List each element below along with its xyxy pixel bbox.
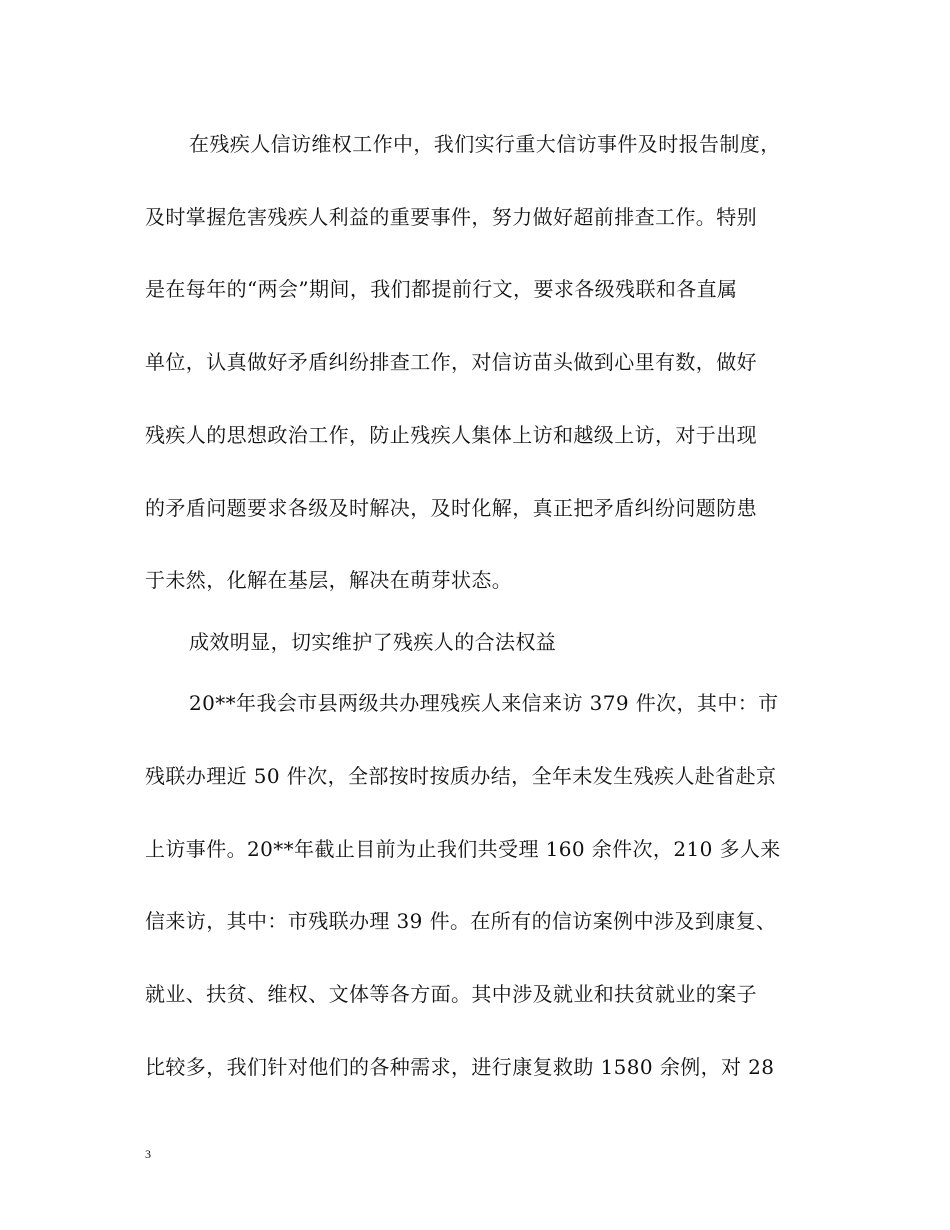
paragraph-line: 及时掌握危害残疾人利益的重要事件，努力做好超前排查工作。特别	[145, 205, 757, 229]
paragraph-line: 的矛盾问题要求各级及时解决，及时化解，真正把矛盾纠纷问题防患	[145, 496, 757, 520]
paragraph-line: 残疾人的思想政治工作，防止残疾人集体上访和越级上访，对于出现	[145, 423, 757, 447]
paragraph-line: 残联办理近 50 件次，全部按时按质办结，全年未发生残疾人赴省赴京	[145, 764, 777, 788]
paragraph-line: 20**年我会市县两级共办理残疾人来信来访 379 件次，其中：市	[189, 691, 779, 715]
paragraph-line: 就业、扶贫、维权、文体等各方面。其中涉及就业和扶贫就业的案子	[145, 982, 757, 1006]
paragraph-line: 是在每年的“两会”期间，我们都提前行文，要求各级残联和各直属	[145, 277, 738, 301]
paragraph-line: 信来访，其中：市残联办理 39 件。在所有的信访案例中涉及到康复、	[145, 909, 777, 933]
paragraph-line: 比较多，我们针对他们的各种需求，进行康复救助 1580 余例，对 28	[145, 1055, 775, 1079]
paragraph-line: 上访事件。20**年截止目前为止我们共受理 160 余件次，210 多人来	[145, 837, 781, 861]
paragraph-line: 在残疾人信访维权工作中，我们实行重大信访事件及时报告制度，	[189, 132, 781, 156]
paragraph-line: 单位，认真做好矛盾纠纷排查工作，对信访苗头做到心里有数，做好	[145, 350, 757, 374]
paragraph-line: 于未然，化解在基层，解决在萌芽状态。	[145, 568, 513, 592]
section-heading: 成效明显，切实维护了残疾人的合法权益	[189, 630, 557, 654]
page-number: 3	[145, 1147, 151, 1161]
